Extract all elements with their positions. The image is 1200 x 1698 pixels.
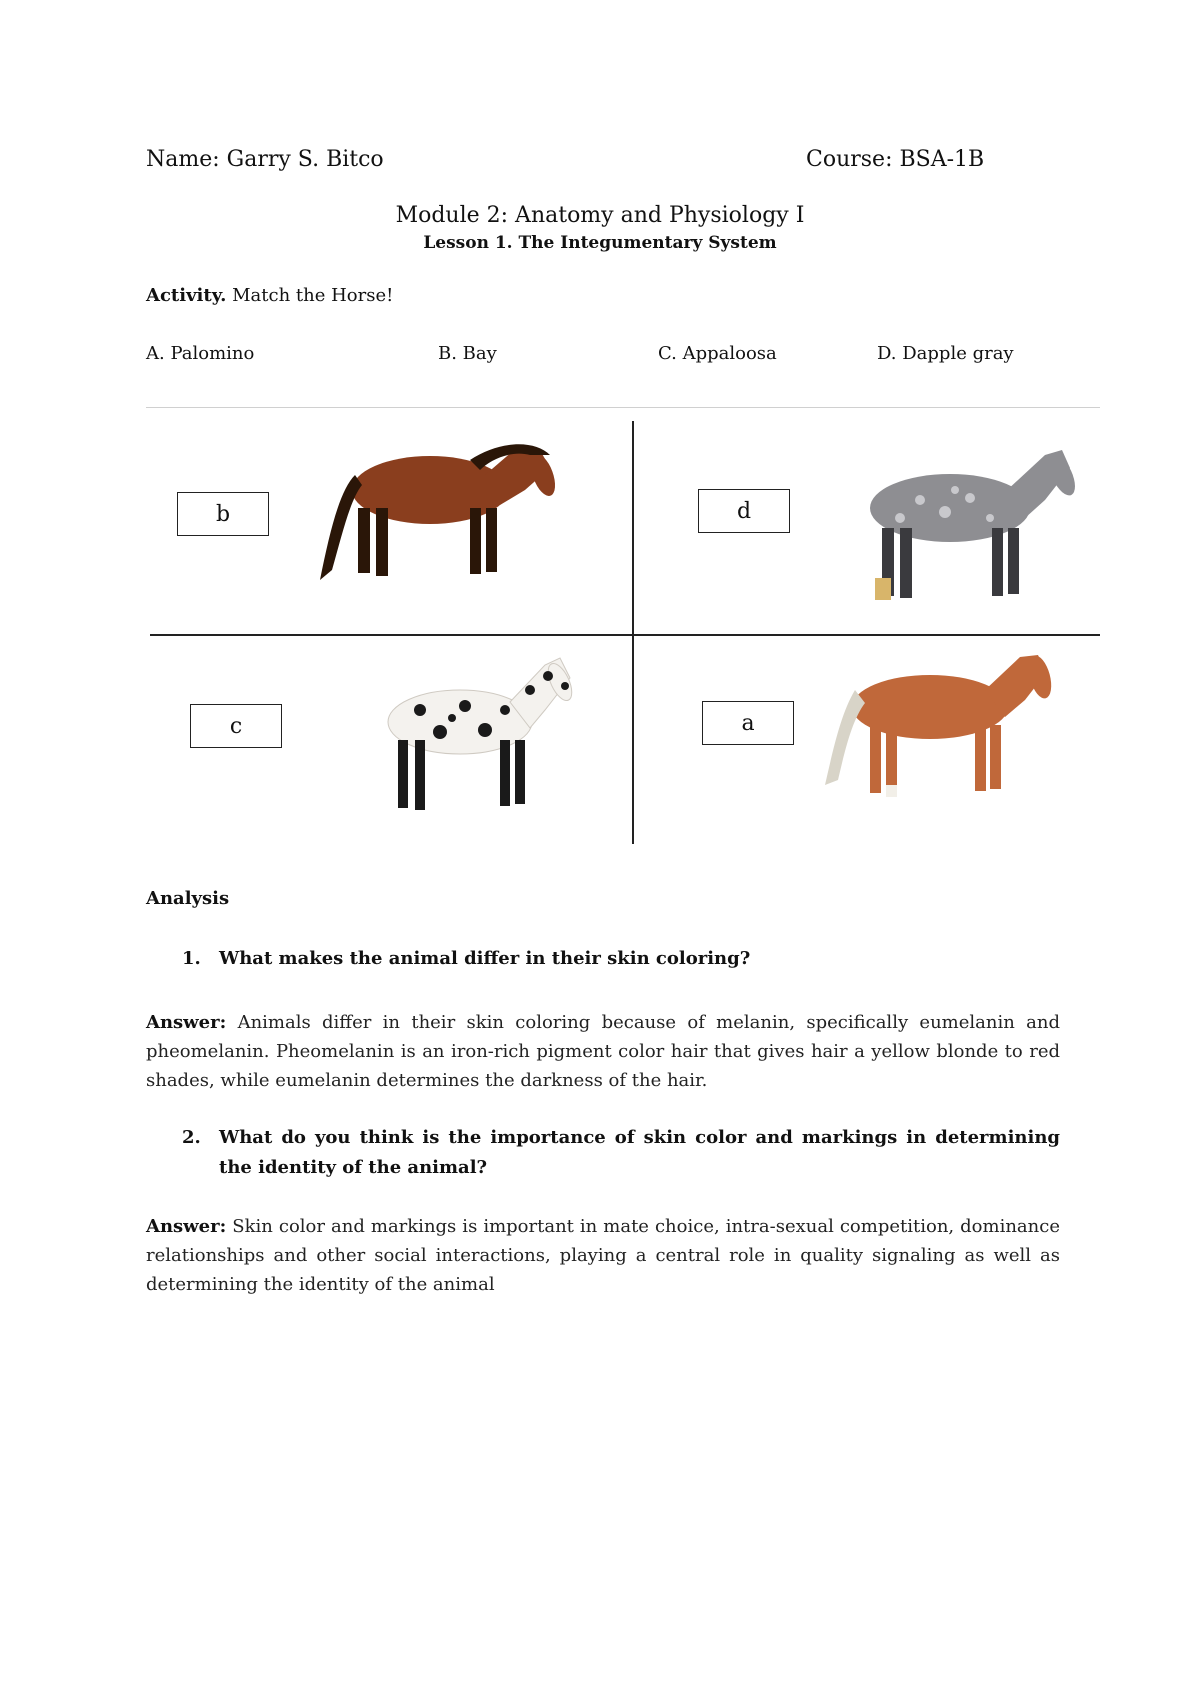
option-c: C. Appaloosa xyxy=(658,343,777,364)
answer-1-label: Answer: xyxy=(146,1012,227,1033)
module-title: Module 2: Anatomy and Physiology I xyxy=(395,203,805,228)
question-2-text: What do you think is the importance of skin color and markings in determining the identity of the animal? xyxy=(219,1127,1060,1178)
answer-2 xyxy=(146,1212,1060,1299)
answer-box-dapple-gray-horse[interactable]: d xyxy=(698,489,790,533)
divider-rule xyxy=(146,407,1100,408)
question-1-text: What makes the animal differ in their skin coloring? xyxy=(219,948,751,969)
answer-1-text: Animals differ in their skin coloring because of melanin, specifically eumelanin and pheomelanin. Pheomelanin is an iron-rich pigment color hair that gives hair a yellow blonde to red shades, while eumelanin determines the darkness of the hair. xyxy=(146,1012,1060,1091)
option-d: D. Dapple gray xyxy=(877,343,1014,364)
option-b: B. Bay xyxy=(438,343,497,364)
dapple-gray-horse-image xyxy=(830,440,1130,640)
activity-line xyxy=(146,285,393,306)
lesson-title: Lesson 1. The Integumentary System xyxy=(423,233,777,253)
bay-horse-image xyxy=(300,420,600,620)
activity-text: Match the Horse! xyxy=(232,285,394,306)
answer-box-appaloosa-horse[interactable]: c xyxy=(190,704,282,748)
answer-box-palomino-horse[interactable]: a xyxy=(702,701,794,745)
answer-2-text: Skin color and markings is important in mate choice, intra-sexual competition, dominance relationships and other social interactions, playing a central role in quality signaling as well as determining the identity of the animal xyxy=(146,1216,1060,1295)
question-2-number: 2. xyxy=(182,1127,201,1148)
student-name: Name: Garry S. Bitco xyxy=(146,147,384,172)
question-1-number: 1. xyxy=(182,948,201,969)
answer-1 xyxy=(146,1008,1060,1095)
answer-2-label: Answer: xyxy=(146,1216,227,1237)
analysis-heading: Analysis xyxy=(146,888,230,909)
activity-label: Activity. xyxy=(146,285,227,306)
course-label: Course: BSA-1B xyxy=(806,147,985,172)
option-a: A. Palomino xyxy=(146,343,255,364)
palomino-horse-image xyxy=(820,645,1120,845)
answer-box-bay-horse[interactable]: b xyxy=(177,492,269,536)
appaloosa-horse-image xyxy=(360,640,660,840)
